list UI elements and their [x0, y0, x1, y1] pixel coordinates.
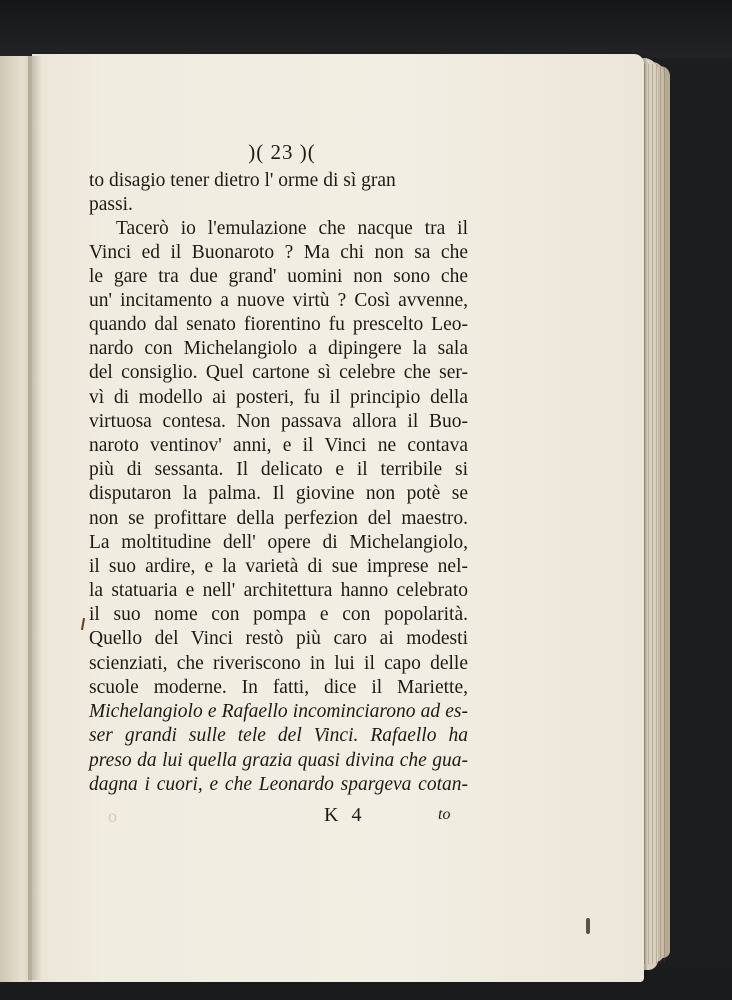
text-line: la statuaria e nell' architettura hanno celebrato: [89, 580, 468, 601]
show-through-mark: o: [108, 806, 117, 826]
text-line: il suo ardire, e la varietà di sue imprese nel-: [89, 556, 468, 577]
text-line: Quello del Vinci restò più caro ai modesti: [89, 628, 468, 649]
text-line: il suo nome con pompa e con popolarità.: [89, 604, 468, 625]
text-line: del consiglio. Quel cartone sì celebre che ser-: [89, 362, 468, 383]
text-line: Tacerò io l'emulazione che nacque tra il: [116, 218, 468, 239]
text-line: quando dal senato fiorentino fu prescelto Leo-: [89, 314, 468, 335]
page-edges-texture: [644, 64, 668, 964]
catchword: to: [438, 806, 451, 823]
text-line: non se profittare della perfezion del maestro.: [89, 508, 468, 529]
text-line: le gare tra due grand' uomini non sono che: [89, 266, 468, 287]
background-top: [0, 0, 732, 58]
spine-shadow: [28, 56, 42, 980]
text-line: vì di modello ai posteri, fu il principio della: [89, 387, 468, 408]
text-line: più di sessanta. Il delicato e il terribile si: [89, 459, 468, 480]
text-line: disputaron la palma. Il giovine non potè se: [89, 483, 468, 504]
text-line: scuole moderne. In fatti, dice il Mariette,: [89, 677, 468, 698]
signature-mark: K 4: [324, 804, 366, 826]
text-line: La moltitudine dell' opere di Michelangiolo,: [89, 532, 468, 553]
text-line: scienziati, che riveriscono in lui il capo delle: [89, 653, 468, 674]
text-line-italic: dagna i cuori, e che Leonardo spargeva cotan-: [89, 774, 468, 795]
text-line: passi.: [89, 194, 133, 215]
text-line-italic: ser grandi sulle tele del Vinci. Rafaello ha: [89, 725, 468, 746]
text-line: un' incitamento a nuove virtù ? Così avvenne,: [89, 290, 468, 311]
paper-blemish: [586, 918, 590, 934]
text-line: Vinci ed il Buonaroto ? Ma chi non sa che: [89, 242, 468, 263]
text-line: naroto ventinov' anni, e il Vinci ne contava: [89, 435, 468, 456]
text-line-italic: Michelangiolo e Rafaello incominciarono ad es-: [89, 701, 468, 722]
text-line: virtuosa contesa. Non passava allora il Buo-: [89, 411, 468, 432]
text-line: nardo con Michelangiolo a dipingere la sala: [89, 338, 468, 359]
page-header: )( 23 )(: [248, 140, 316, 164]
text-line: to disagio tener dietro l' orme di sì gran: [89, 170, 396, 191]
text-line-italic: preso da lui quella grazia quasi divina che gua-: [89, 750, 468, 771]
